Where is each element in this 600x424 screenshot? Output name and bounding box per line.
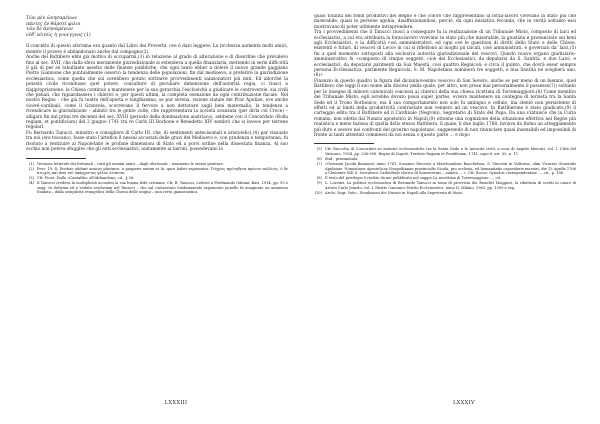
footnote <box>314 191 576 196</box>
left-footnotes <box>26 162 288 195</box>
footnote-text: Archi. Segr. Vatic., Fondazioni dei Nunzio in Napoli alla Segreteria di Stato. <box>325 190 464 195</box>
body-paragraph: Anche del Battibero ebbi già motivo di occuparmi,(3) in relazione al grado di alterazione e di disordine che prevalevo fino al sec. XVII, che dalla sfera meramente giurisdizionale si estendeva a quella finanziaria, mettendo in serie difficoltà il già di per sé tabullante assetto delle finanze pubbliche, che ogni tanto ebber a dolere il nuovo grande gaggiano Pietro Giannone che puntualmente osservò la tendenza delle popolazioni, fin dal medioevo, a preferire la giurisdizione ecclesiastica, come quella che sui cerebbero potuto sottrarre provvedimenti sanzionatori più miti. Ed allorché la potestà civile ricondusse quel potere, consultore di peculiare dimensione dell'autorità regia, ci riuscì a riappropriarsene, la Chiesa continuò a mantenere per la sua gerarchia l'esclusività a giudicare le controversie, sia civili che penali, che riguardassero i chierici e, per questi ultimi, la completa esenzione da ogni contribuzione fiscale. Nel nostro Regno – che già fu teatro dell'aperta e lunghissima, se pur serena, visione statale del Prav Apuliae, ove anche viceré-cardinali, come il Granvela, scorrevano il fervore a non dettorare sugli beni maternalia, la tendenza a rivendicare la giurisdizione – alimitò tra le gente colte, che rappresentava la società avanzata (per dirla col Croce) – alligatò fin dal primi tre decenni del sec. XVIII (periodo della dominazione austriaca), sebbene con il Concordato (Bolla regiam, et pontificium) del 2 giugno 1741 tra re Carlo III Borbone e Benedetto XIV sembrò che si invece per terrene regolari. <box>26 55 288 131</box>
footnote-text: «Giovanni Jacobi Bannoni» anno 1761. Susanno Diocesis a Marchionibus Bauchelson, S. Vincenti in Vulturno, olim Vicarius Generalis Apulanae. Nomiatione Apostolicae Neapolitanae provincialis Sicula, pro ecclesia, ed humanitatis caporaleris maestri, die 13 Aprilis 1766 a Clemente XIII S. Sovratrice Cathedrale clerico di Sanseverino – aunato ... ». Cfr. Rocco, Synodus corrispondentiae ..., cit., p. 186. <box>325 162 576 176</box>
footnote <box>314 157 576 162</box>
page-number-right: LXXXIV <box>452 400 476 406</box>
footnote-number: (10) <box>314 190 322 195</box>
footnote <box>26 162 288 167</box>
left-body-text <box>26 44 288 152</box>
footnote-number: (2) <box>28 166 34 171</box>
footnote <box>314 181 576 190</box>
footnote <box>314 147 576 156</box>
body-paragraph: quasi totalità dei fondi produttivi del Regno e che coloro che rappresentano la forza-lavoro vivevano in stato più che miserabile; quasi in persone agonia, disaffezionandosi, perciò, da ogni iniziativa feconda, che in verità soltanto essi mostravano di poter utilmente intraprendere. <box>314 14 576 30</box>
page-number-left: LXXXIII <box>164 400 188 406</box>
epigraph-line: οὐδ' αὐτοὶς ἡ γυνεγγυος (1) <box>26 32 91 38</box>
footnote-text: Il testo del privilegio è riedito da me pubblicato nel saggio La recettizia di Torremaggiore ..., cit. <box>325 176 502 181</box>
footnote <box>26 176 288 181</box>
right-page <box>300 0 600 424</box>
footnote-text: Il Tanucci credeva la moltiplicità accadesi la sua buona fede cristiana. Cfr. B. Tanucci, Lettere a Ferdinando Galiani, Bari, 1914, pp. 93 e segg. In dottrina ed a veduta cercheiam nel Tanucci – che sul contrastato fondamentale argomento ponello fu anaginato un ammesso fondata – dalla semplicità evangelica della Chiesa delle origini – una certa giansenistica. <box>37 181 288 195</box>
footnote-text: Cfr. Raccolta di Concordati su materie ecclesiastiche tra la Santa Sede e le Autorità civili, a cura di Angelo Mercati, vol. I, Città del Vaticano, 1954, pp. 336-368. Regno di Napoli: Trattato Regiam et Pontificiam, 1741, capo 6, art. 55, n. 11. <box>325 147 576 156</box>
epigraph-line: τῶν δὲ ἀνησαμένων <box>26 27 73 33</box>
footnote-number: (3) <box>28 176 34 181</box>
footnote-text: Prov. 19, 4: Divitiae addunt amicos plurimos, a pauperis autem et hi, quos habet separantur. Τεύχεος πρώτηθρια πρόνου πολλούς, ὁ δὲ πτωχὸς καὶ ἀπὸ τοῦ ὑπάρχοντος φίλον λείπεται. <box>37 166 288 176</box>
body-paragraph: Fu Bernardo Tanucci, ministro e consigliere di Carlo III, che, di sentimenti antecisomali e aristotelici,(4) par vinsuato tra noi (era toscano), fosse stato l'artefice il nessul accostati delle gravi del Medioevo e, con prudenza e temporanea, fu risoluto a restituire al Napoletano le profane dimensioni di Stato ed a porvi ordine nella dissestata finanza. Al suo occhio non poteva sfuggire che gli enti ecclesiastici, unitamente ai baroni, possedevano la <box>26 130 288 153</box>
footnote-divider <box>314 143 374 144</box>
body-paragraph: Il concetto di questo aforisma era quanto dal Libro dei Proverbi, ove è dato leggere: La ricchezza aumenta molti amici, mentre il povero è abbandonato anche dal compagno(2). <box>26 44 288 55</box>
footnote <box>314 176 576 181</box>
footnote-number: (6) <box>316 156 322 161</box>
body-paragraph: Tra i provvedimenti che il Tanucci riuscì a conseguire fu la realizzazione di un Tribunale Misto, composto di laici ed ecclesiastici, a cui era attribuita la forza-lavoro vivevano in stato più che miserabile, la giustizia e pronunciato sui beni agli Ecclesiastici, e la difficoltà così amministratori, ed ogni ove le questioni di diritti dello Stato e delle Chiese, esistenti e futuri, di vescovi di Lecce in cui si riflettono ai luoghi pii laicali, cioè amministrati, e governati da' laici,(5) fin a quel momento sottoposti alla esclusiva autorità giurisdizionale dei vescovi. Questo nuovo organo giudiziario-amministrativo fu «composto di cinque soggetti, cioè dei Ecclesiastici, da deputarsi da S. Santità, e due Laici, e ecclesiastici, da deputarsi parimenti da Sua Maestà, così quattro Regnicoli; e circa il quinto, che dovrà esser sempre persona Ecclesiastica, parimente Regnicola, S. M. Napoletana nominerà tre soggetti, e Sua Santità ne sceglierà uno.(6)» <box>314 30 576 79</box>
footnote-text: Cfr. Fiore, Dalla «Cantafila» all'Abbandono, cit., § 26. <box>37 176 135 181</box>
footnote-divider <box>26 158 86 159</box>
footnote-text: Versione letterale dei fortunati – tutti gli uomini amici – dagli sfortunati – nemmeno le stesse genitore. <box>37 161 224 166</box>
footnote <box>26 181 288 195</box>
footnote-number: (5) <box>316 147 322 152</box>
epigraph-line: Τῶν μὲν ὠνησαμένων <box>26 16 78 21</box>
footnote-number: (1) <box>28 161 34 166</box>
left-column <box>26 14 288 374</box>
right-body-text <box>314 14 576 138</box>
body-paragraph: Finanzio in questo quadro la figura del diciannovesimo vescovo di San Severo, anche se per meno di un biennio, quel Battibero che leggi il suo nome alla diocesi (della quale, per altro, non prese mai personalmente il possesso(7)) soltanto per le insegne di minore canonicati concessi ai chierici della sua chiesa ricettata di Torremaggiore.(8) Come membro del Tribunale Misto, egli avrebbe dovuto posai super partes, ovvero mantenere un contegno di terzietà tra la Santa Sede ed il Trono Borbonico; ma il suo comportamento non solo fu ambiguo e cellulo, ma stentò non persistente di effetti ed ai limiti della produttività contrastate non vennero ad un vescovo. In Battiberone è stato giudicato,(9) il carteggio edito tra il Battibero ed il Cardinale (Negroni), Segretario di Stato del Papa. Da una s'intuisce che la Curia romana, non sdetta dal Nunzio apostolico in Napoli,(9) ottenne una cognizione della situazione effettiva nel Regno più realistica e meno faziosa di quella dello stesso Battibero, il quale, il due luglio 1768, inviava da Roma un atteggiamento più duro e severo nei confronti del governo napoletano, suggerendo di non rinunciare quasi insensibili ed impossibili di fronte ai tanti attentati commessi da noi senza o questo parte ... e dopo <box>314 78 576 138</box>
right-footnotes <box>314 147 576 195</box>
footnote-number: (9) <box>316 181 322 186</box>
footnote-number: (7) <box>316 162 322 167</box>
footnote <box>314 162 576 176</box>
footnote <box>26 167 288 176</box>
footnote-text: Ibid., praeambula. <box>325 156 359 161</box>
greek-epigraph <box>26 16 288 38</box>
footnote-number: (4) <box>28 181 34 186</box>
right-column <box>314 14 576 374</box>
footnote-number: (8) <box>316 176 322 181</box>
footnote-text: L. Lorenzi, La politica ecclesiastica di Bernardo Tanucci in tema di provvista dei Benefici Maggiori, la ribattuta di scritti in onore di Arturo Carlo Jemolo, vol. I, Diritto Canonico-Diritto Ecclesiastico, tomo II, Milano, 1963, pp. 1309 e seg. <box>325 181 576 190</box>
epigraph-line: πάντες ἐν θάρσεϊ φιλοι <box>26 21 81 27</box>
